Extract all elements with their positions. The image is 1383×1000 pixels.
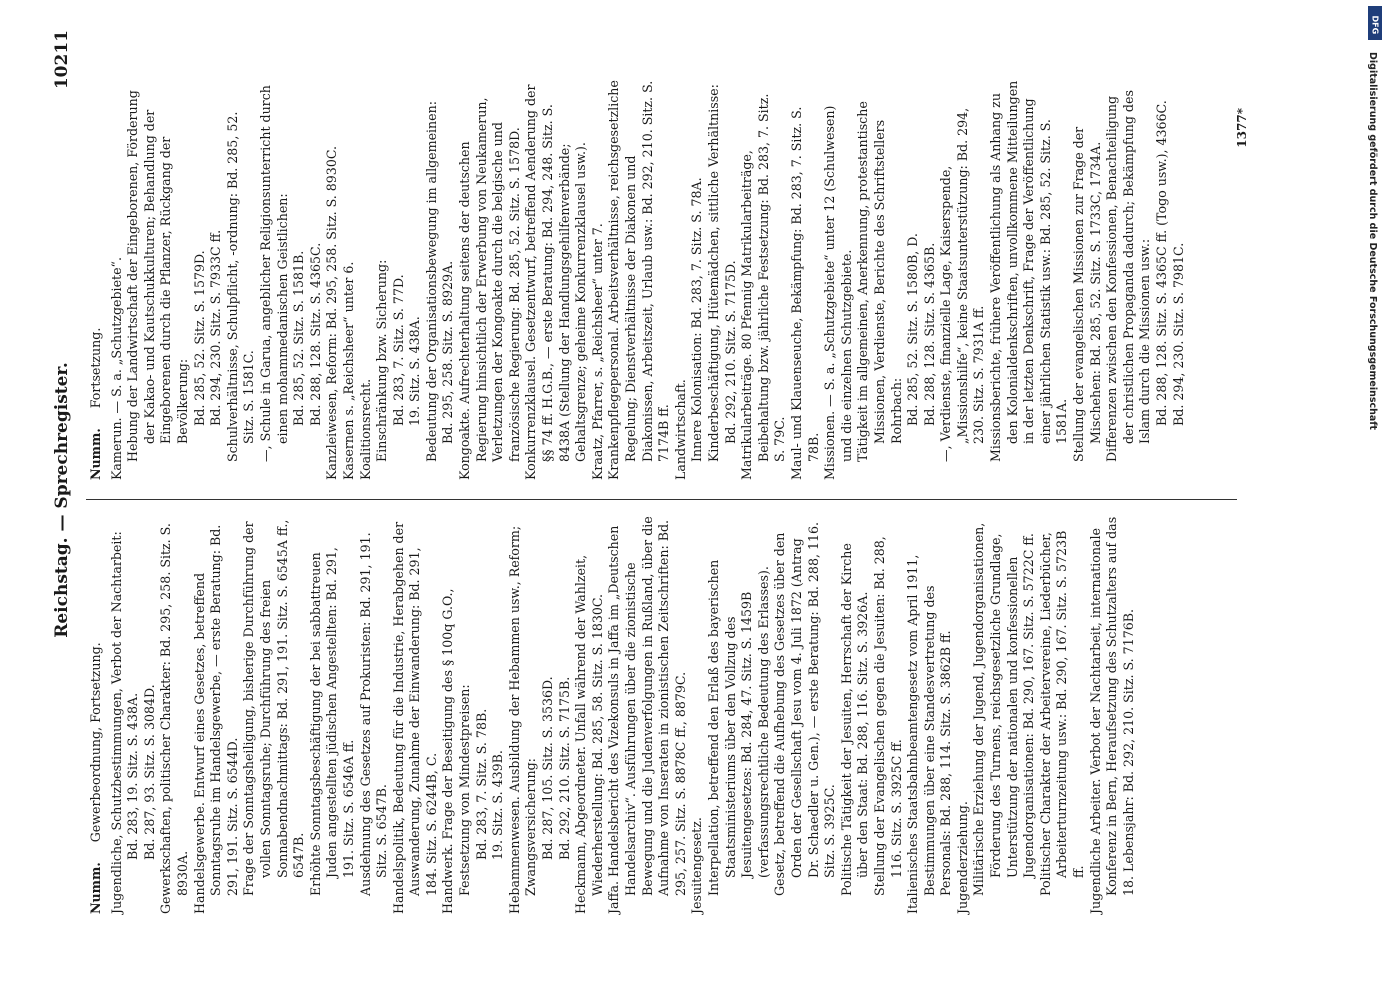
index-entry: Handwerk. Frage der Beseitigung des § 100q G.O., Festsetzung von Mindestpreisen: [440, 588, 473, 914]
index-reference: Bd. 285, 52. Sitz. S. 1579D. [191, 250, 207, 426]
page-title: Reichstag. — Sprechregister. [52, 362, 72, 638]
right-entries [109, 80, 1188, 480]
index-reference: Bd. 287, 105. Sitz. S. 3536D. [540, 676, 556, 860]
index-subentry: Einschränkung bzw. Sicherung: [374, 259, 390, 462]
dfg-logo: DFG [1368, 6, 1382, 40]
right-column [88, 80, 1225, 480]
index-reference: Jugendliche, Schutzbestimmungen, Verbot der Nachtarbeit: [108, 531, 124, 914]
index-subentry: —, Verdienste, finanzielle Lage, Kaiserspende, „Missionshilfe“, keine Staatsunterstützung: Bd. 294, 230. Sitz. S. 7931A ff. [938, 107, 987, 462]
index-reference: Bd. 288, 128. Sitz. S. 4365B. [921, 242, 937, 426]
left-column [88, 516, 1225, 914]
index-subentry: Differenzen zwischen den Konfessionen, Benachteiligung der christlichen Propaganda dadurch; Bekämpfung des Islam durch die Missionen usw.: [1104, 90, 1153, 462]
index-reference: Bd. 285, 52. Sitz. S. 1580B, D. [905, 233, 921, 426]
index-subentry: —, Schule in Garua, angeblicher Religionsunterricht durch einen mohammedanischen Geistlichen: [257, 85, 290, 462]
index-reference: Bd. 288, 128. Sitz. S. 4365C. [307, 242, 323, 426]
index-entry: Kanzleiwesen, Reform: Bd. 295, 258. Sitz. S. 8930C. [324, 145, 340, 480]
index-entry: Koalitionsrecht. [357, 378, 373, 480]
index-subentry: Kinderbeschäftigung, Hütemädchen, sittliche Verhältnisse: Bd. 292, 210. Sitz. S. 7175D. [705, 84, 738, 462]
index-reference: Bd. 283, 7. Sitz. S. 78B. [473, 708, 489, 860]
index-entry: Kongoakte. Aufrechterhaltung seitens der deutschen Regierung hinsichtlich der Erwerbung von Neukamerun, Verletzungen der Kongoakte durch die belgische und französische Regierung: Bd. 285, 52. Sitz. S. 1578D. [457, 97, 522, 480]
index-entry: Jugenderziehung. [954, 801, 970, 914]
index-subentry: Frage der Sonntagsheiligung, bisherige Durchführung der vollen Sonntagsruhe; Durchführung des freien Sonnabendnachmittags: Bd. 291, 191. Sitz. S. 6545A ff., 6547B. [241, 519, 307, 896]
index-entry: Gewerkschaften, politischer Charakter: Bd. 295, 258. Sitz. S. 8930A. [158, 523, 190, 914]
index-reference: 19. Sitz. S. 438A. [407, 316, 423, 426]
index-reference: Bd. 283, 7. Sitz. S. 77D. [390, 274, 406, 426]
index-subentry: Politische Tätigkeit der Jesuiten, Herrschaft der Kirche über den Staat: Bd. 288, 116. Sitz. S. 3926A. [838, 543, 871, 896]
index-subentry: Militärische Erziehung der Jugend, Jugendorganisationen, Förderung des Turnens, reichsgesetzliche Grundlage, Unterstützung der nationalen und konfessionellen Jugendorganisationen: Bd. 290, 167. Sitz. S. 5722C ff. [971, 522, 1037, 896]
index-reference: Bd. 288, 128. Sitz. S. 4365C ff. (Togo usw.), 4366C. [1154, 100, 1169, 426]
index-subentry: Stellung der evangelischen Missionen zur Frage der Mischehen: Bd. 285, 52. Sitz. S. 1733C, 1734A. [1071, 126, 1103, 462]
index-entry: Konkurrenzklausel. Gesetzentwurf, betreffend Aenderung der §§ 74 ff. H.G.B., — erste Beratung: Bd. 294, 248. Sitz. S. 8438A (Stellung der Handlungsgehilfenverbände; Gehaltsgrenze; geheime Konkurrenzklausel usw.). [523, 84, 589, 480]
index-reference: Bd. 283, 19. Sitz. S. 438A. [125, 692, 141, 860]
left-entries [109, 516, 1138, 914]
index-subentry: Tätigkeit im allgemeinen, Anerkennung, protestantische Missionen, Verdienste, Berichte des Schriftstellers Rohrbach: [855, 101, 904, 462]
column-continuation: Gewerbeordnung, Fortsetzung. [88, 642, 103, 843]
index-subentry: Innere Kolonisation: Bd. 283, 7. Sitz. S. 78A. [689, 177, 705, 462]
page-number: 10211 [52, 30, 72, 90]
column-key: Numm. [88, 862, 103, 914]
index-reference: Bd. 294, 230. Sitz. S. 7981C. [1170, 242, 1186, 426]
index-subentry: Stellung der Evangelischen gegen die Jesuiten: Bd. 288, 116. Sitz. S. 3925C ff. [871, 536, 904, 896]
index-entry: Landwirtschaft. [672, 379, 688, 480]
index-reference: Bd. 292, 210. Sitz. S. 7175B. [556, 676, 572, 860]
index-reference: Bd. 285, 52. Sitz. S. 1581B. [291, 250, 307, 426]
index-entry: Hebammenwesen. Ausbildung der Hebammen usw., Reform; Zwangsversicherung: [506, 525, 539, 914]
index-entry: Jaffa. Handelsbericht des Vizekonsuls in Jaffa im „Deutschen Handelsarchiv“. Ausführungen über die zionistische Bewegung und die Judenverfolgungen in Rußland, über die Aufnahme von Inseraten in zionistischen Zeitschriften: Bd. 295, 257. Sitz. S. 8878C ff., 8879C. [606, 516, 688, 914]
index-entry: Kamerun. — S. a. „Schutzgebiete“. [108, 257, 124, 480]
index-subentry: Schulverhältnisse, Schulpflicht, -ordnung: Bd. 285, 52. Sitz. S. 1581C. [224, 111, 257, 462]
banner-text: Digitalisierung gefördert durch die Deutsche Forschungsgemeinschaft [1367, 52, 1378, 430]
index-reference: 19. Sitz. S. 439B. [490, 750, 506, 860]
index-entry: Handelspolitik, Bedeutung für die Industrie, Herabgehen der Auswanderung, Zunahme der Einwanderung: Bd. 291, 184. Sitz. S. 6244B, C. [390, 521, 439, 914]
column-continuation: Fortsetzung. [88, 327, 103, 409]
index-subentry: Interpellation, betreffend den Erlaß des bayerischen Staatsministeriums über den Vollzug des Jesuitengesetzes: Bd. 284, 47. Sitz. S. 1459B (verfassungsrechtliche Bedeutung des Erlasses). [705, 559, 771, 896]
index-subentry: Gesetz, betreffend die Aufhebung des Gesetzes über den Orden der Gesellschaft Jesu vom 4. Juli 1872 (Antrag Dr. Schaedler u. Gen.), — erste Beratung: Bd. 288, 116. Sitz. S. 3925C. [772, 521, 838, 896]
index-entry: Heckmann, Abgeordneter. Unfall während der Wahlzeit, Wiederherstellung: Bd. 285, 58. Sitz. S. 1830C. [573, 554, 605, 914]
index-entry: Jugendliche Arbeiter. Verbot der Nachtarbeit, internationale Konferenz in Bern, Heraufsetzung des Schutzalters auf das 18. Lebensjahr: Bd. 292, 210. Sitz. S. 7176B. [1087, 516, 1136, 914]
index-subentry: Hebung der Landwirtschaft der Eingeborenen, Förderung der Kakao- und Kautschukkulturen; Behandlung der Eingeborenen durch die Pflanzer, Rückgang der Bevölkerung: [125, 90, 190, 462]
index-entry: Maul- und Klauenseuche, Bekämpfung: Bd. 283, 7. Sitz. S. 78B. [788, 106, 821, 480]
index-subentry: Ausdehnung des Gesetzes auf Prokuristen: Bd. 291, 191. Sitz. S. 6547B. [357, 532, 390, 896]
index-subentry: Missionsberichte, frühere Veröffentlichung als Anhang zu den Kolonialdenkschriften, unvollkommene Mitteilungen in der letzten Denkschrift, Frage der Veröffentlichung einer jährlichen Statistik usw.: Bd. 285, 52. Sitz. S. 1581A. [988, 80, 1070, 462]
index-reference: Bd. 287, 93. Sitz. S. 3084D. [141, 684, 157, 860]
index-subentry: Erhöhte Sonntagsbeschäftigung der bei sabbattreuen Juden angestellten jüdischen Angestellten: Bd. 291, 191. Sitz. S. 6546A ff. [307, 547, 356, 896]
index-reference: Bd. 294, 230. Sitz. S. 7933C ff. [208, 229, 224, 426]
index-subentry: Politischer Charakter der Arbeitervereine, Liederbücher, Arbeiterturnzeitung usw.: Bd. 290, 167. Sitz. S. 5723B ff. [1037, 530, 1087, 896]
column-key: Numm. [88, 428, 103, 480]
signature-mark: 1377* [1235, 108, 1249, 148]
index-subentry: Bedeutung der Organisationsbewegung im allgemeinen: Bd. 295, 258. Sitz. S. 8929A. [423, 101, 456, 462]
index-entry: Kraatz, Pfarrer, s. „Reichsheer“ unter 7. [589, 223, 605, 480]
running-head [52, 0, 76, 1000]
index-entry: Italienisches Staatsbahnbeamtengesetz vom April 1911, Bestimmungen über eine Standesvertretung des Personals: Bd. 288, 114. Sitz. S. 3862B ff. [905, 554, 954, 914]
index-entry: Matrikularbeiträge. 80 Pfennig Matrikularbeiträge, Beibehaltung bzw. jährliche Festsetzung: Bd. 283, 7. Sitz. S. 79C. [739, 93, 788, 480]
left-column-head [88, 516, 105, 914]
index-entry: Handelsgewerbe. Entwurf eines Gesetzes, betreffend Sonntagsruhe im Handelsgewerbe, — erste Beratung: Bd. 291, 191. Sitz. S. 6544D. [191, 524, 240, 914]
right-column-head [88, 80, 105, 480]
column-divider [86, 499, 1237, 500]
index-entry: Missionen. — S. a. „Schutzgebiete“ unter 12 (Schulwesen) und die einzelnen Schutzgebiete. [822, 105, 854, 480]
index-entry: Jesuitengesetz. [689, 817, 705, 914]
digitisation-banner [1366, 0, 1383, 1000]
index-entry: Kasernen s. „Reichsheer“ unter 6. [340, 261, 356, 480]
index-entry: Krankenpflegepersonal. Arbeitsverhältnisse, reichsgesetzliche Regelung; Dienstverhältnisse der Diakonen und Diakonissen, Arbeitszeit, Urlaub usw.: Bd. 292, 210. Sitz. S. 7174B ff. [606, 80, 672, 480]
